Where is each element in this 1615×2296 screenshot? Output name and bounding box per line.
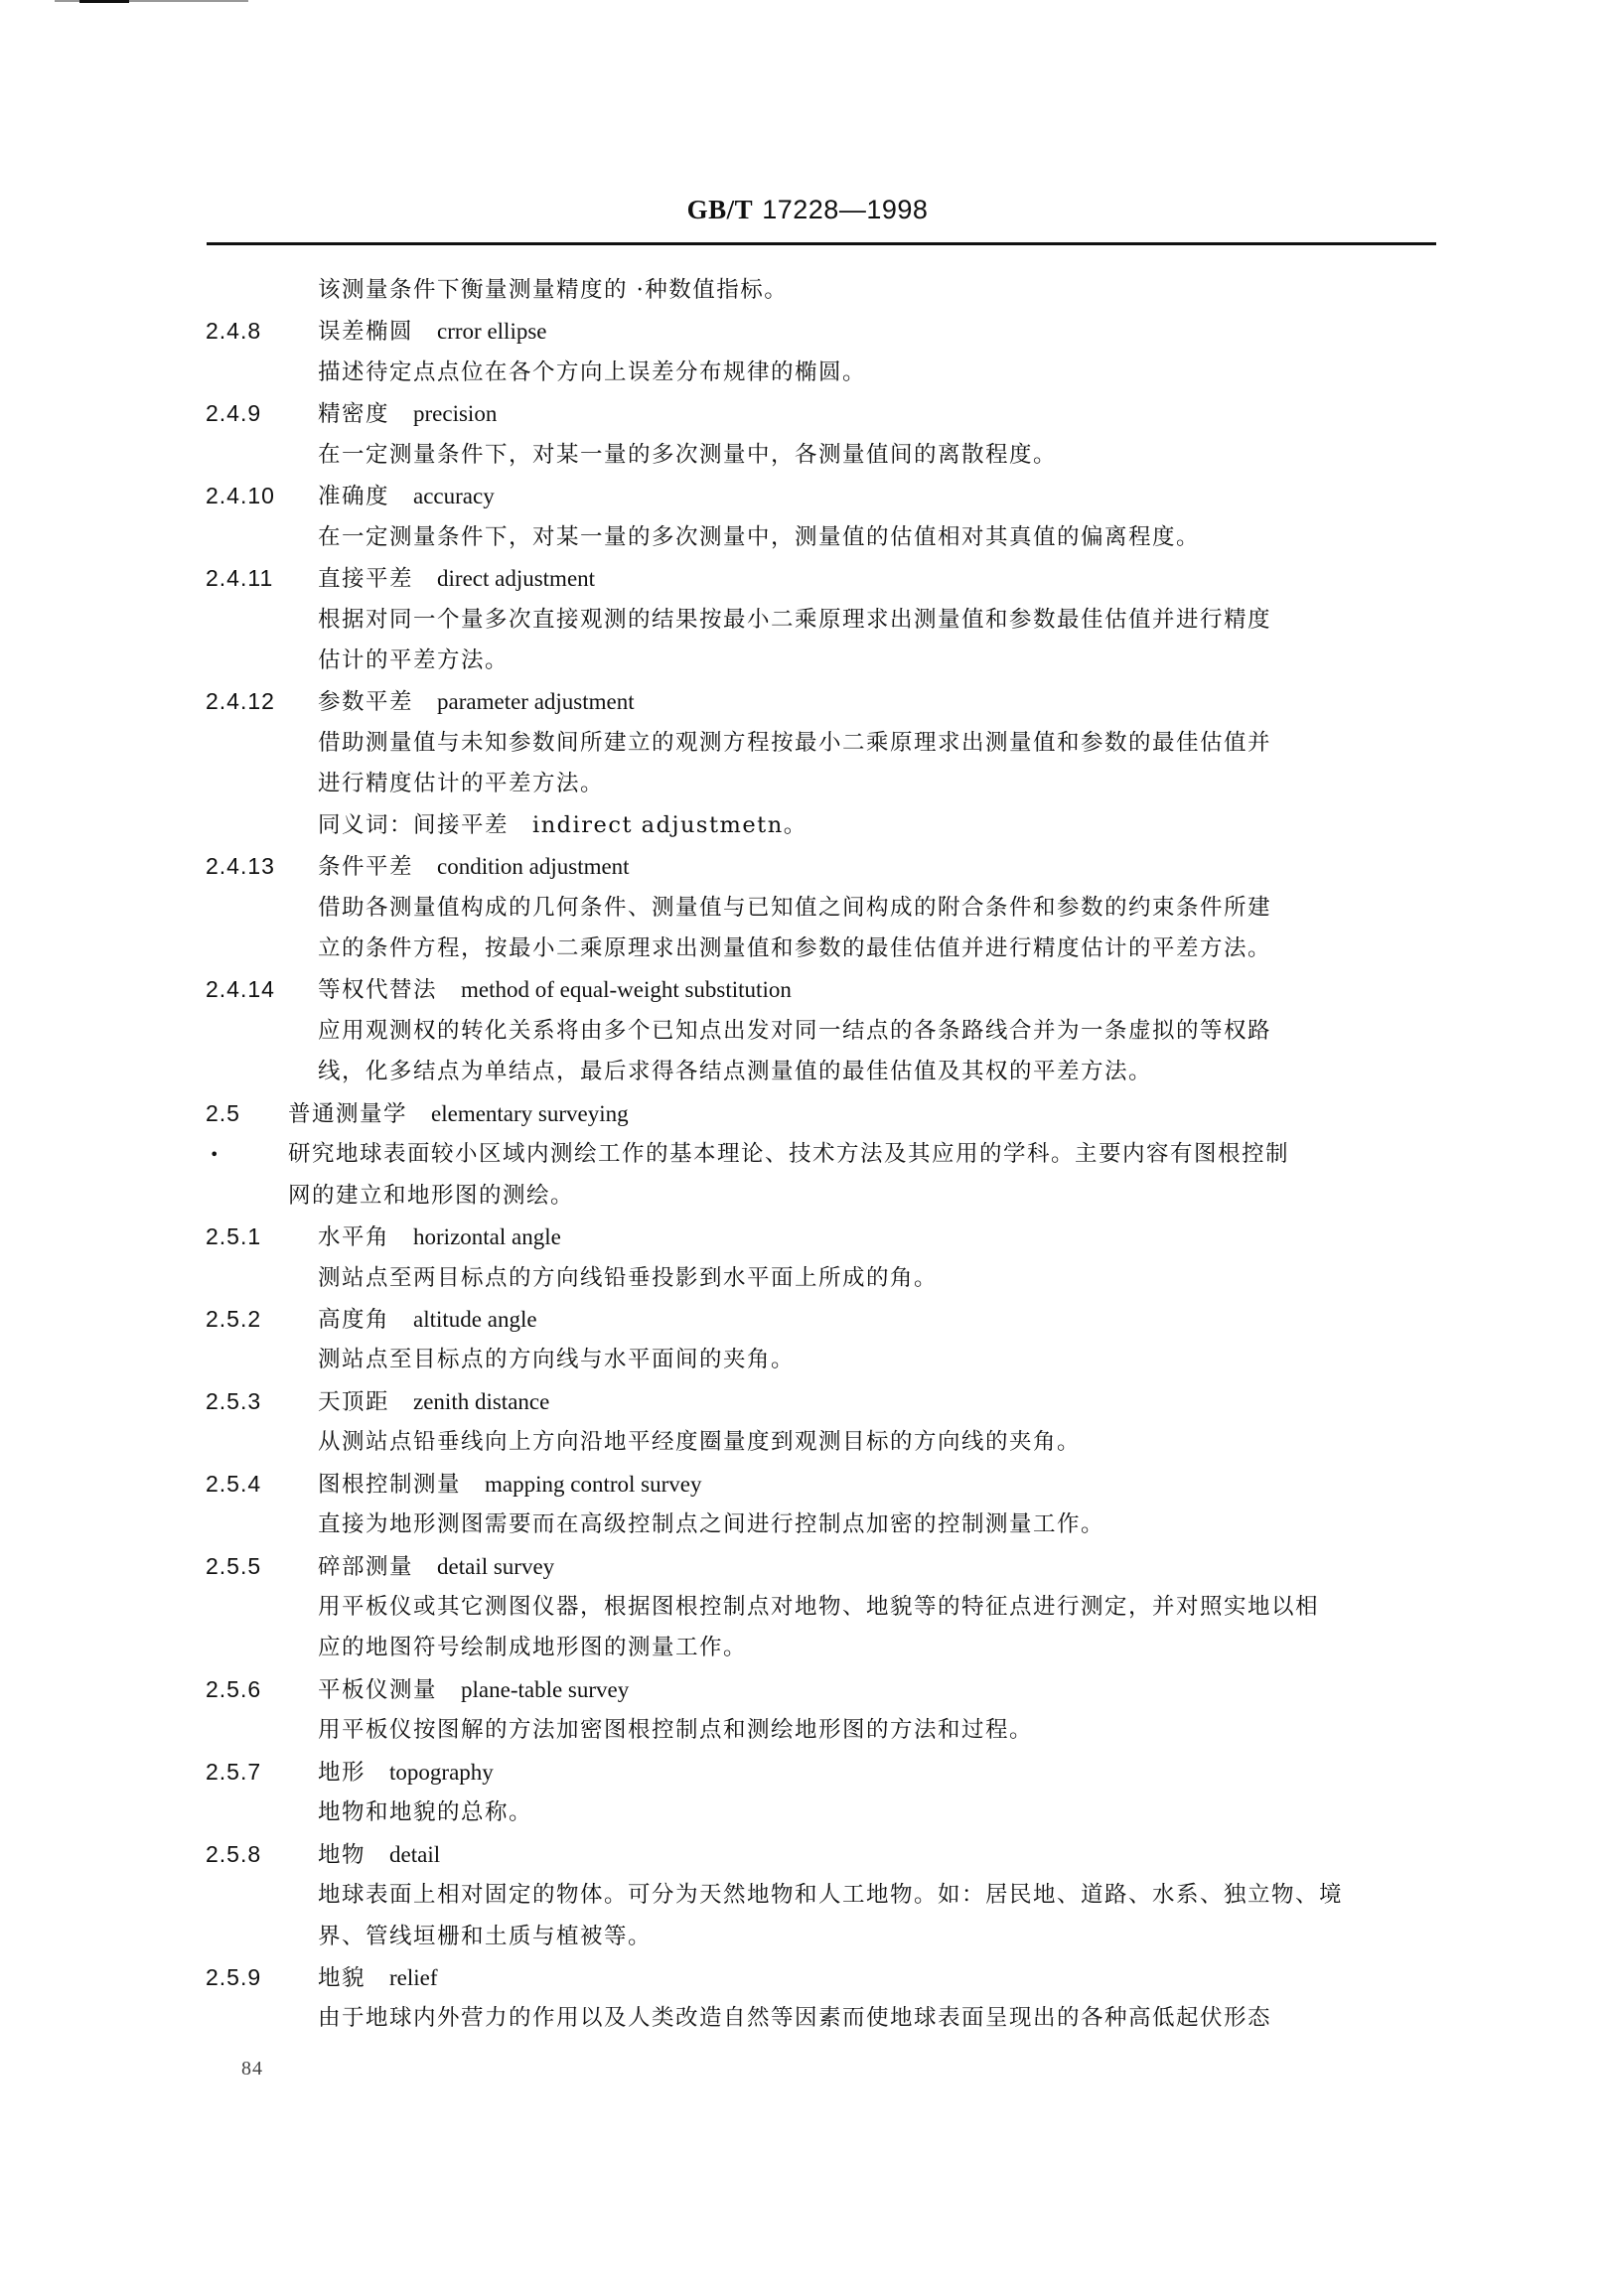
term-number: 2.4.9: [206, 400, 262, 427]
definition-text: 研究地球表面较小区域内测绘工作的基本理论、技术方法及其应用的学科。主要内容有图根控制: [288, 1141, 1290, 1168]
definition-text: 在一定测量条件下，对某一量的多次测量中，各测量值间的离散程度。: [318, 441, 1058, 468]
term-number: 2.5.6: [206, 1675, 262, 1702]
definition-line: [206, 1422, 1447, 1463]
definition-line: [206, 517, 1447, 558]
term-chinese: 参数平差: [318, 689, 414, 716]
term-title: [318, 1752, 494, 1794]
definition-line: [206, 1052, 1447, 1092]
definition-line: [206, 723, 1447, 764]
term-chinese: 普通测量学: [288, 1100, 408, 1127]
definition-text: 地球表面上相对固定的物体。可分为天然地物和人工地物。如：居民地、道路、水系、独立物、境: [318, 1882, 1344, 1909]
term-entry: [206, 1957, 1447, 1998]
definition-text: 测站点至目标点的方向线与水平面间的夹角。: [318, 1347, 796, 1373]
term-entry: [206, 1669, 1447, 1710]
term-title: [318, 393, 497, 435]
term-entry: [206, 476, 1447, 516]
definition-line: [206, 1998, 1447, 2039]
definition-line: [206, 270, 1447, 311]
term-number: 2.4.8: [206, 318, 262, 345]
term-english: accuracy: [413, 484, 495, 509]
term-chinese: 碎部测量: [318, 1553, 414, 1580]
definition-line: [206, 1505, 1447, 1545]
term-title: [318, 1546, 554, 1588]
term-title: [318, 1834, 440, 1876]
term-entry: [206, 1381, 1447, 1422]
definition-line: [206, 353, 1447, 393]
definition-line: [206, 1628, 1447, 1668]
term-title: [318, 681, 635, 723]
definition-text: 由于地球内外营力的作用以及人类改造自然等因素而使地球表面呈现出的各种高低起伏形态: [318, 2005, 1272, 2032]
term-title: [318, 1464, 701, 1506]
term-english: altitude angle: [413, 1306, 537, 1332]
term-title: [318, 476, 495, 517]
definition-text: 用平板仪按图解的方法加密图根控制点和测绘地形图的方法和过程。: [318, 1717, 1034, 1744]
term-entry: [206, 969, 1447, 1010]
page-number: 84: [241, 2058, 263, 2080]
definition-text: 借助各测量值构成的几何条件、测量值与已知值之间构成的附合条件和参数的约束条件所建: [318, 894, 1272, 921]
definition-line: [206, 764, 1447, 804]
term-chinese: 准确度: [318, 484, 390, 510]
definition-text: 估计的平差方法。: [318, 646, 510, 673]
term-number: 2.5.7: [206, 1758, 262, 1785]
definition-text: 地物和地貌的总称。: [318, 1799, 533, 1826]
term-chinese: 水平角: [318, 1224, 390, 1251]
definition-text: 用平板仪或其它测图仪器，根据图根控制点对地物、地貌等的特征点进行测定，并对照实地以相: [318, 1594, 1320, 1620]
definition-line: [206, 1710, 1447, 1751]
definition-text: 直接为地形测图需要而在高级控制点之间进行控制点加密的控制测量工作。: [318, 1511, 1105, 1538]
definition-text: 应用观测权的转化关系将由多个已知点出发对同一结点的各条路线合并为一条虚拟的等权路: [318, 1017, 1272, 1044]
term-english: horizontal angle: [413, 1224, 561, 1250]
term-chinese: 误差椭圆: [318, 319, 414, 346]
definition-line: [206, 435, 1447, 476]
term-number: 2.5: [206, 1099, 240, 1126]
term-title: [318, 311, 547, 353]
term-entry: [206, 681, 1447, 722]
term-number: 2.4.14: [206, 976, 275, 1003]
term-chinese: 天顶距: [318, 1388, 390, 1415]
term-chinese: 地貌: [318, 1964, 367, 1991]
term-title: [318, 1381, 549, 1423]
definition-line: [206, 1875, 1447, 1916]
term-number: 2.5.2: [206, 1305, 262, 1332]
term-english: direct adjustment: [437, 566, 596, 592]
term-entry: [206, 1546, 1447, 1587]
definition-text: 进行精度估计的平差方法。: [318, 771, 605, 797]
definition-line: [206, 1793, 1447, 1833]
term-title: [318, 969, 792, 1011]
definition-text: 测站点至两目标点的方向线铅垂投影到水平面上所成的角。: [318, 1264, 939, 1291]
definition-text: 线，化多结点为单结点，最后求得各结点测量值的最佳估值及其权的平差方法。: [318, 1059, 1153, 1085]
term-entry: [206, 1464, 1447, 1505]
definition-text: 该测量条件下衡量测量精度的 ·种数值指标。: [318, 277, 789, 303]
definition-text: 在一定测量条件下，对某一量的多次测量中，测量值的估值相对其真值的偏离程度。: [318, 523, 1201, 550]
term-english: relief: [389, 1964, 438, 1990]
definition-line: [206, 805, 1447, 846]
definition-line: [206, 929, 1447, 969]
definition-line: [206, 1011, 1447, 1052]
term-entry: [206, 393, 1447, 434]
term-chinese: 直接平差: [318, 566, 414, 593]
definition-line: [206, 1917, 1447, 1957]
term-chinese: 条件平差: [318, 854, 414, 881]
definition-line: [206, 1176, 1447, 1217]
term-entry: [206, 1217, 1447, 1257]
term-title: [318, 1299, 537, 1341]
definition-line: [206, 1258, 1447, 1299]
definition-text: 描述待定点点位在各个方向上误差分布规律的椭圆。: [318, 359, 867, 385]
definition-text: 网的建立和地形图的测绘。: [288, 1182, 575, 1209]
term-number: 2.5.8: [206, 1840, 262, 1867]
standard-number: 17228—1998: [762, 195, 929, 224]
term-chinese: 等权代替法: [318, 977, 438, 1004]
definition-text: 同义词：间接平差 indirect adjustmetn。: [318, 811, 808, 838]
term-chinese: 平板仪测量: [318, 1676, 438, 1703]
definition-text: 从测站点铅垂线向上方向沿地平经度圈量度到观测目标的方向线的夹角。: [318, 1429, 1082, 1456]
definition-line: [206, 1134, 1447, 1175]
definition-line: [206, 641, 1447, 681]
term-number: 2.5.1: [206, 1223, 262, 1250]
definition-text: 立的条件方程，按最小二乘原理求出测量值和参数的最佳估值并进行精度估计的平差方法。: [318, 935, 1272, 961]
definition-line: [206, 888, 1447, 929]
term-number: 2.4.12: [206, 688, 275, 715]
term-english: mapping control survey: [485, 1471, 702, 1497]
term-number: 2.4.13: [206, 853, 275, 880]
term-english: detail survey: [437, 1553, 555, 1579]
definition-line: [206, 1340, 1447, 1380]
term-entry: [206, 311, 1447, 352]
term-entry: [206, 846, 1447, 887]
term-title: [318, 1217, 561, 1258]
term-chinese: 地形: [318, 1759, 367, 1786]
bullet-mark: •: [210, 1145, 220, 1165]
term-number: 2.5.9: [206, 1963, 262, 1990]
definition-line: [206, 600, 1447, 641]
definition-text: 借助测量值与未知参数间所建立的观测方程按最小二乘原理求出测量值和参数的最佳估值并: [318, 729, 1272, 756]
page-header: [0, 195, 1615, 225]
term-english: precision: [413, 401, 498, 427]
term-number: 2.5.4: [206, 1470, 262, 1497]
definition-text: 根据对同一个量多次直接观测的结果按最小二乘原理求出测量值和参数最佳估值并进行精度: [318, 606, 1272, 633]
scan-artifact: [55, 0, 248, 2]
term-entry: [206, 1299, 1447, 1340]
term-english: condition adjustment: [437, 854, 630, 880]
definition-text: 界、管线垣栅和土质与植被等。: [318, 1923, 653, 1949]
term-english: zenith distance: [413, 1388, 550, 1414]
term-entry: [206, 558, 1447, 599]
term-english: plane-table survey: [461, 1676, 630, 1702]
term-english: elementary surveying: [431, 1100, 629, 1126]
term-chinese: 图根控制测量: [318, 1471, 462, 1498]
term-number: 2.5.3: [206, 1387, 262, 1414]
term-chinese: 精密度: [318, 401, 390, 428]
term-entry: [206, 1834, 1447, 1875]
standard-prefix: GB/T: [686, 195, 754, 224]
term-title: [318, 1957, 438, 1999]
term-english: method of equal-weight substitution: [461, 977, 792, 1003]
term-number: 2.4.11: [206, 565, 274, 592]
term-english: parameter adjustment: [437, 689, 635, 715]
term-title: [318, 558, 595, 600]
term-number: 2.5.5: [206, 1552, 262, 1579]
header-rule: [207, 242, 1436, 245]
term-title: [318, 1669, 629, 1711]
document-body: [206, 270, 1447, 2040]
term-title: [318, 846, 630, 888]
term-english: crror ellipse: [437, 319, 547, 345]
term-english: topography: [389, 1759, 494, 1785]
definition-line: [206, 1587, 1447, 1628]
term-entry: [206, 1093, 1447, 1134]
definition-text: 应的地图符号绘制成地形图的测量工作。: [318, 1635, 748, 1661]
term-chinese: 地物: [318, 1841, 367, 1868]
term-entry: [206, 1752, 1447, 1793]
term-chinese: 高度角: [318, 1306, 390, 1333]
term-english: detail: [389, 1841, 441, 1867]
term-number: 2.4.10: [206, 483, 275, 509]
term-title: [288, 1093, 629, 1135]
